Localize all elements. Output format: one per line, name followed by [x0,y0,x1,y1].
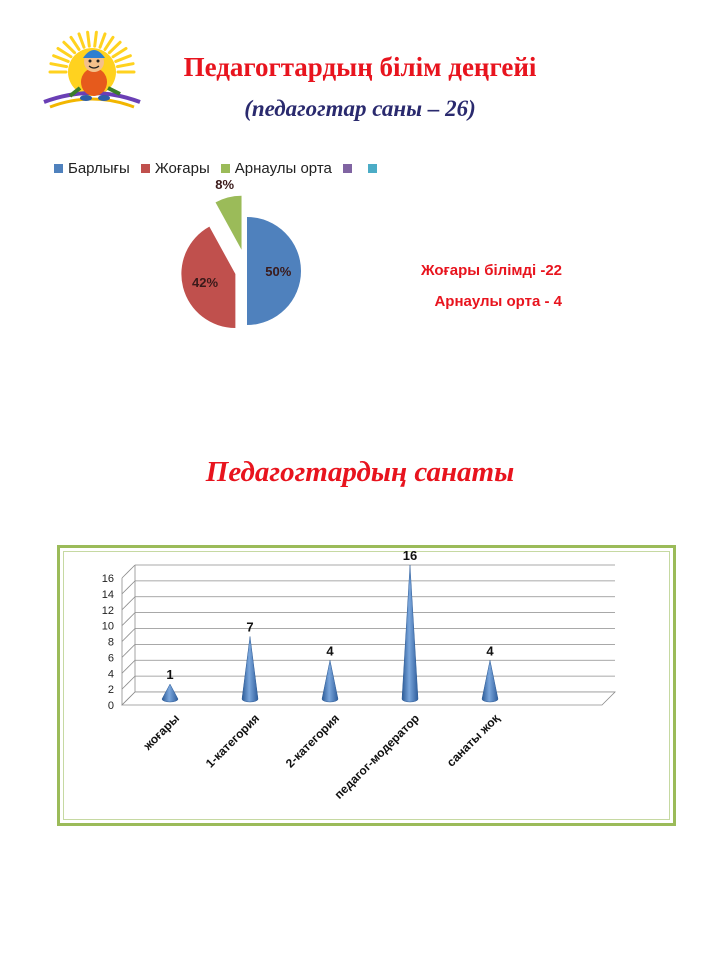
legend-swatch [368,164,377,173]
pie-chart [150,176,340,345]
cone-bar [482,660,498,702]
side-gridline [122,581,135,594]
page-subtitle: (педагогтар саны – 26) [244,96,476,121]
info-line-higher-education: Жоғары білімді -22 [420,262,562,279]
x-category-label: санаты жоқ [443,711,503,770]
y-tick-label: 2 [107,684,114,697]
y-tick-label: 12 [101,604,114,617]
legend-swatch [343,164,352,173]
side-gridline [122,629,135,642]
pie-slice [216,196,242,250]
section-title-categories: Педагогтардың санаты [205,456,515,488]
chart-grid [122,565,615,705]
cone-bar [402,565,418,702]
side-gridline [122,676,135,689]
side-gridline [122,644,135,657]
legend-item [343,164,357,173]
y-tick-label: 4 [107,668,114,681]
page-title: Педагогтардың білім деңгейі [183,52,537,82]
smiling-sun-child-logo-icon [44,32,140,107]
side-gridline [122,660,135,673]
side-gridline [122,613,135,626]
x-category-label: педагог-модератор [331,711,423,802]
legend-swatch [54,164,63,173]
y-tick-label: 8 [107,636,114,649]
x-category-label: жоғары [140,711,183,753]
category-chart [57,545,676,826]
pie-legend [54,160,393,177]
logo [36,28,148,110]
side-gridline [122,565,135,578]
legend-label: Жоғары [154,160,210,177]
y-tick-label: 0 [107,700,114,712]
bar-data-label: 4 [326,643,334,659]
chart-floor [122,692,615,705]
y-tick-label: 10 [101,620,114,633]
bar-data-label: 1 [166,667,174,683]
x-category-label: 1-категория [202,711,263,771]
y-tick-label: 16 [101,573,114,585]
legend-swatch [141,164,150,173]
legend-swatch [221,164,230,173]
legend-label: Барлығы [68,160,130,177]
bar-data-label: 16 [402,548,418,563]
legend-item [221,160,332,177]
legend-item [141,160,210,177]
legend-label: Арнаулы орта [234,160,332,177]
legend-item [54,160,130,177]
pie-data-label: 42% [192,274,219,290]
bar-data-label: 7 [246,619,254,635]
legend-item [368,164,382,173]
cone-bar [242,636,258,702]
info-line-secondary-special: Арнаулы орта - 4 [434,293,562,310]
bar-data-label: 4 [486,643,494,659]
y-tick-label: 14 [101,588,114,601]
side-gridline [122,597,135,610]
pie-data-label: 50% [265,264,292,279]
pie-data-label: 8% [215,176,235,192]
x-category-label: 2-категория [282,711,343,771]
cone-bar [322,660,338,702]
y-tick-label: 6 [107,652,114,665]
